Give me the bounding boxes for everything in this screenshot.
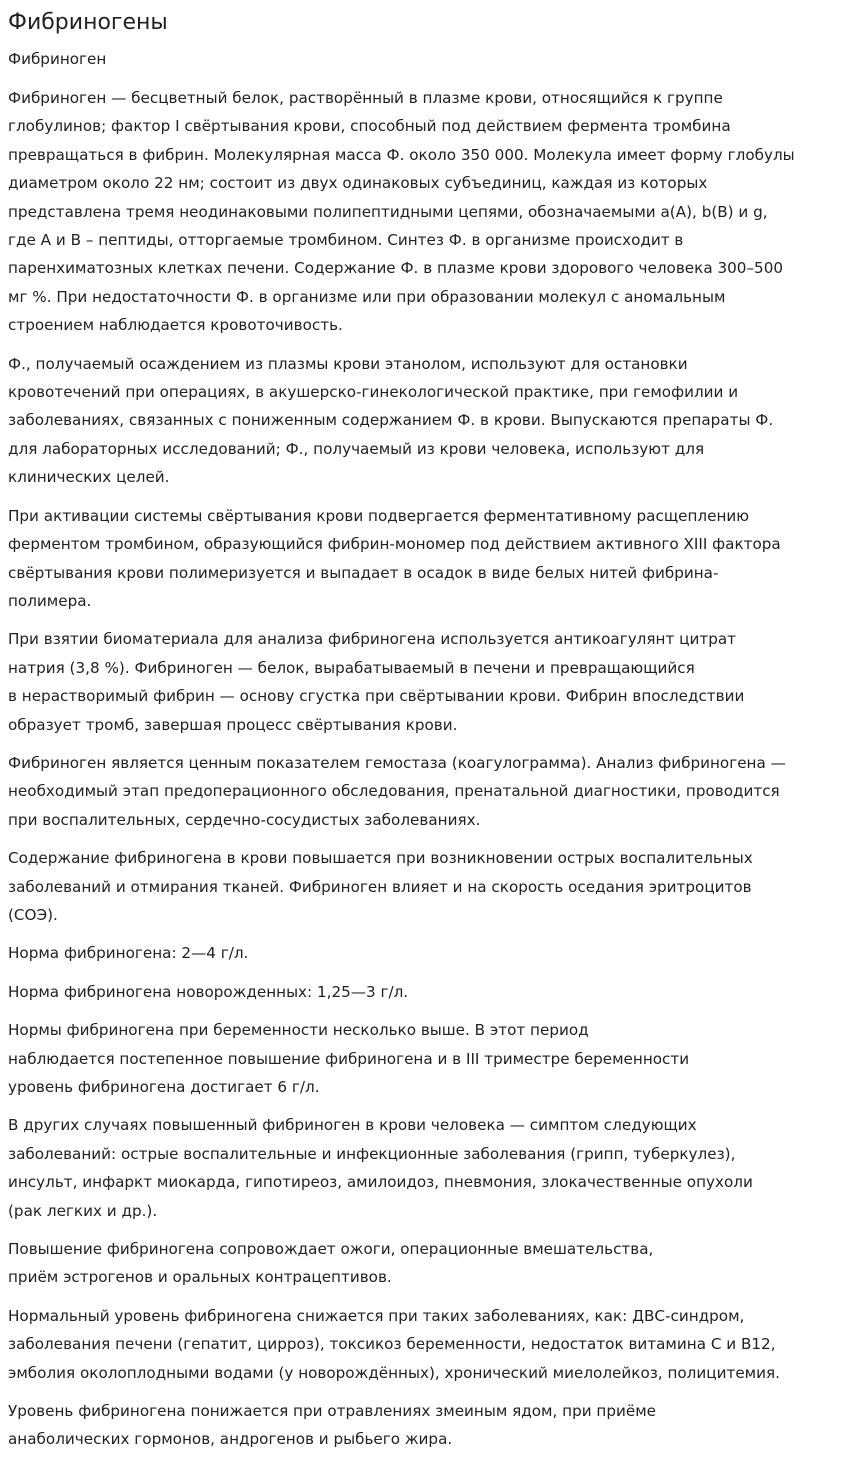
paragraph-increase: Содержание фибриногена в крови повышается при возникновении острых воспалительных заболеваний и отмирания тканей. Фибриноген влияет и на скорость оседания эритроцитов (СОЭ). bbox=[8, 849, 753, 924]
page-title: Фибриногены bbox=[8, 10, 168, 35]
article-subtitle: Фибриноген bbox=[8, 50, 107, 68]
paragraph-activation: При активации системы свёртывания крови подвергается ферментативному расщеплению ферментом тромбином, образующийся фибрин-мономер под действием активного XIII фактора свёртывания крови полимеризуется и выпадает в осадок в виде белых нитей фибрина- полимера. bbox=[8, 506, 781, 610]
paragraph-decrease: Нормальный уровень фибриногена снижается при таких заболеваниях, как: ДВС-синдром, заболевания печени (гепатит, цирроз), токсикоз беременности, недостаток витамина С и В12, эмболия околоплодными водами (у новорождённых), хронический миелолейкоз, полицитемия. bbox=[8, 1306, 780, 1382]
paragraph-biomaterial: При взятии биоматериала для анализа фибриногена используется антикоагулянт цитрат натрия (3,8 %). Фибриноген — белок, вырабатываемый в печени и превращающийся в нерастворимый фибрин — основу сгустка при свёртывании крови. Фибрин впоследствии образует тромб, завершая процесс свёртывания крови. bbox=[8, 630, 745, 734]
paragraph-norm-newborn: Норма фибриногена новорожденных: 1,25—3 г/л. bbox=[8, 982, 409, 1001]
paragraph-burns: Повышение фибриногена сопровождает ожоги, операционные вмешательства, приём эстрогенов и оральных контрацептивов. bbox=[8, 1240, 654, 1287]
paragraph-diseases: В других случаях повышенный фибриноген в крови человека — симптом следующих заболеваний: острые воспалительные и инфекционные заболевания (грипп, туберкулез), инсульт, инфаркт миокарда, гипотиреоз, амилоидоз, пневмония, злокачественные опухоли (рак легких и др.). bbox=[8, 1116, 753, 1220]
paragraph-norm: Норма фибриногена: 2—4 г/л. bbox=[8, 944, 249, 963]
paragraph-pregnancy: Нормы фибриногена при беременности несколько выше. В этот период наблюдается постепенное повышение фибриногена и в III триместре беременности уровень фибриногена достигает 6 г/л. bbox=[8, 1021, 690, 1096]
paragraph-hemostasis: Фибриноген является ценным показателем гемостаза (коагулограмма). Анализ фибриногена — необходимый этап предоперационного обследования, пренатальной диагностики, проводится при воспалительных, сердечно-сосудистых заболеваниях. bbox=[8, 753, 786, 829]
paragraph-poisoning: Уровень фибриногена понижается при отравлениях змеиным ядом, при приёме анаболических гормонов, андрогенов и рыбьего жира. bbox=[8, 1402, 657, 1449]
paragraph-usage: Ф., получаемый осаждением из плазмы крови этанолом, используют для остановки кровотечений при операциях, в акушерско-гинекологической практике, при гемофилии и заболеваниях, связанных с пониженным содержанием Ф. в крови. Выпускаются препараты Ф. для лабораторных исследований; Ф., получаемый из крови человека, используют для клинических целей. bbox=[8, 354, 774, 487]
paragraph-definition: Фибриноген — бесцветный белок, растворённый в плазме крови, относящийся к группе глобулинов; фактор I свёртывания крови, способный под действием фермента тромбина превращаться в фибрин. Молекулярная масса Ф. около 350 000. Молекула имеет форму глобулы диаметром около 22 нм; состоит из двух одинаковых субъединиц, каждая из которых представлена тремя неодинаковыми полипептидными цепями, обозначаемыми a(A), b(B) и g, где А и В – пептиды, отторгаемые тромбином. Синтез Ф. в организме происходит в паренхиматозных клетках печени. Содержание Ф. в плазме крови здорового человека 300–500 мг %. При недостаточности Ф. в организме или при образовании молекул с аномальным строением наблюдается кровоточивость. bbox=[8, 89, 795, 335]
